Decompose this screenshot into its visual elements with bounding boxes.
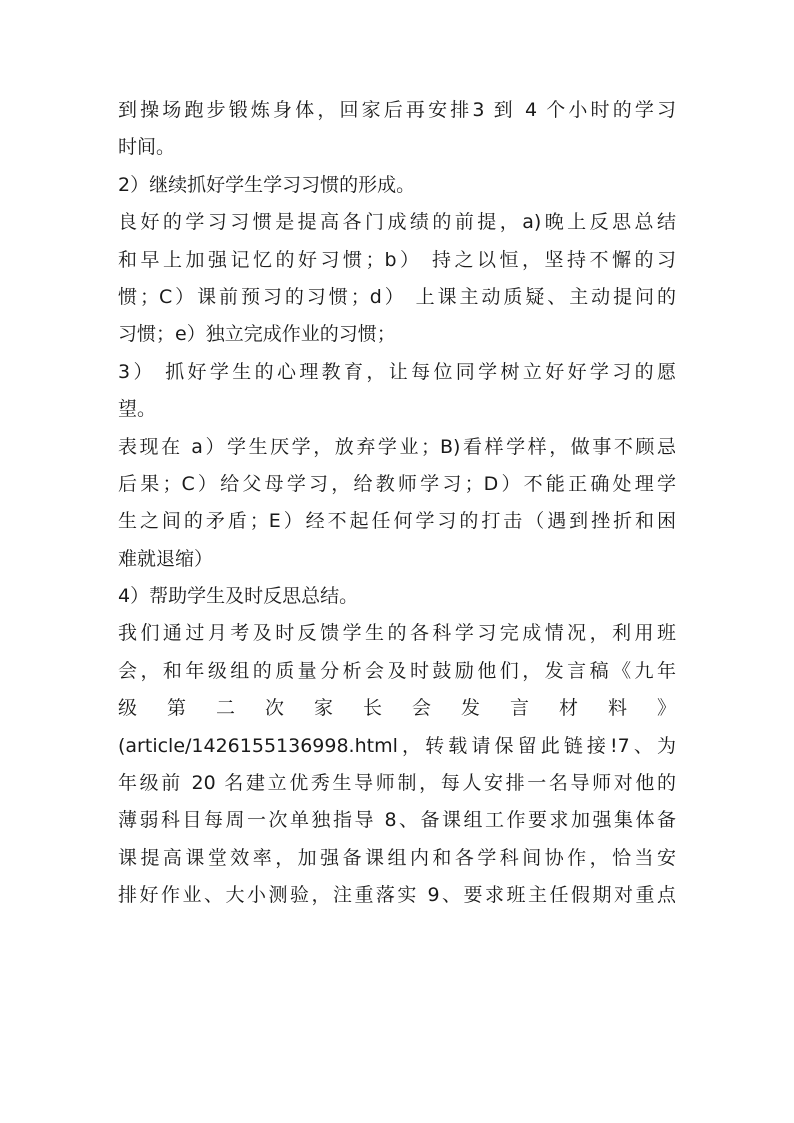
text-line: 良好的学习习惯是提高各门成绩的前提，a)晚上反思总结 <box>118 211 676 234</box>
section-heading: 4）帮助学生及时反思总结。 <box>118 585 359 608</box>
section-heading: 2）继续抓好学生学习习惯的形成。 <box>118 173 416 196</box>
text-line: 和早上加强记忆的好习惯；b） 持之以恒，坚持不懈的习 <box>118 248 676 271</box>
text-line: 时间。 <box>118 136 176 159</box>
text-line: 表现在 a）学生厌学，放弃学业；B)看样学样，做事不顾忌 <box>118 435 676 458</box>
text-line: 薄弱科目每周一次单独指导 8、备课组工作要求加强集体备 <box>118 809 676 832</box>
text-line: 年级前 20 名建立优秀生导师制，每人安排一名导师对他的 <box>118 772 676 795</box>
text-line: (article/1426155136998.html，转载请保留此链接!7、为 <box>118 734 676 757</box>
section-heading: 3） 抓好学生的心理教育，让每位同学树立好好学习的愿 <box>118 360 676 383</box>
document-page <box>118 92 676 915</box>
text-line: 我们通过月考及时反馈学生的各科学习完成情况，利用班 <box>118 622 676 645</box>
text-line: 生之间的矛盾；E）经不起任何学习的打击（遇到挫折和困 <box>118 510 676 533</box>
text-line: 望。 <box>118 398 157 421</box>
text-line: 课提高课堂效率，加强备课组内和各学科间协作，恰当安 <box>118 846 676 869</box>
text-line: 后果；C）给父母学习，给教师学习；D）不能正确处理学 <box>118 472 676 495</box>
text-line: 会，和年级组的质量分析会及时鼓励他们，发言稿《九年 <box>118 659 676 682</box>
text-line: 到操场跑步锻炼身体，回家后再安排3 到 4 个小时的学习 <box>118 99 676 121</box>
text-line: 习惯；e）独立完成作业的习惯； <box>118 323 396 346</box>
text-line: 级 第 二 次 家 长 会 发 言 材 料 》 <box>118 697 676 720</box>
text-line: 惯；C）课前预习的习惯；d） 上课主动质疑、主动提问的 <box>118 285 676 308</box>
text-line: 排好作业、大小测验，注重落实 9、要求班主任假期对重点 <box>118 884 676 907</box>
text-line: 难就退缩） <box>118 547 214 570</box>
